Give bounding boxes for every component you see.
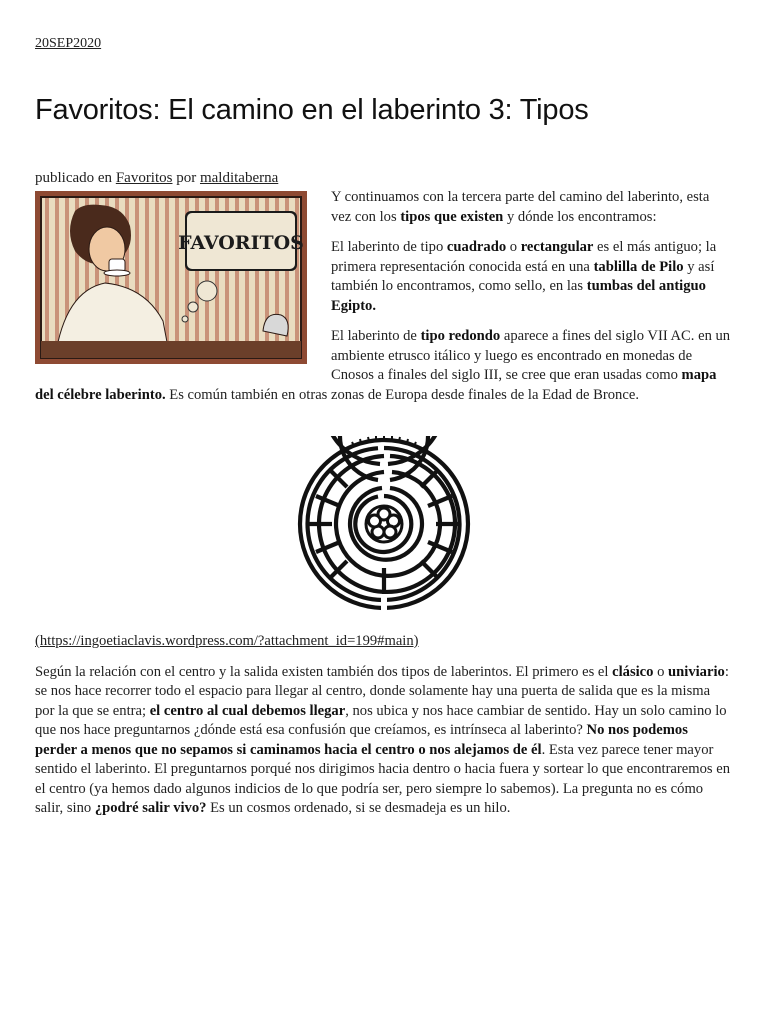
paragraph-4: Según la relación con el centro y la salida existen también dos tipos de laberintos. El primero es el clásico o univiario: se nos hace recorrer todo el espacio para llegar al centro, donde solamente hay una puerta de salida que es la misma por la que se entra; el centro al cual debemos llegar, nos ubica y nos hace cambiar de sentido. Hay un solo camino lo que nos hace preguntarnos ¿dónde está esa confusión que creíamos, es intrínseca al laberinto? No nos podemos perder a menos que no sepamos si caminamos hacia el centro o nos alejamos de él. Esta vez parece tener mayor sentido el laberinto. El preguntarnos porqué nos dirigimos hacia dentro o hacia fuera y sortear lo que encontraremos en el centro (ya hemos dado algunos indicios de lo que podría ser, pero siempre lo sabemos). La pregunta no es cómo salir, sino ¿podré salir vivo? Es un cosmos ordenado, si se desmadeja es un hilo.	[35, 663, 730, 816]
paragraph-2: El laberinto de tipo cuadrado o rectangular es el más antiguo; la primera representación conocida está en una tablilla de Pilo y así también lo encontramos, como sello, en las tumbas del antiguo Egipto.	[331, 239, 717, 314]
post-date[interactable]: 20SEP2020	[35, 36, 102, 51]
by-label: por	[176, 170, 197, 186]
author-link[interactable]: malditaberna	[199, 170, 279, 186]
source-link[interactable]: (https://ingoetiaclavis.wordpress.com/?attachment_id=199#main)	[35, 633, 419, 649]
source-paragraph	[35, 632, 733, 652]
featured-image	[35, 191, 307, 364]
category-link[interactable]: Favoritos	[115, 170, 173, 186]
published-in-label: publicado en	[35, 170, 113, 186]
favoritos-illustration	[35, 191, 307, 364]
paragraph-1: Y continuamos con la tercera parte del camino del laberinto, esta vez con los tipos que existen y dónde los encontramos:	[331, 189, 710, 225]
labyrinth-icon	[296, 436, 472, 612]
paragraph-3: El laberinto de tipo redondo aparece a fines del siglo VII AC. en un ambiente etrusco itálico y luego es encontrado en monedas de Cnosos a finales del siglo III, se cree que eran usadas como mapa del célebre laberinto. Es común también en otras zonas de Europa desde finales de la Edad de Bronce.	[35, 328, 731, 403]
post-title: Favoritos: El camino en el laberinto 3: Tipos	[35, 94, 589, 126]
post-content	[35, 188, 733, 830]
banner-text: FAVORITOS	[178, 232, 304, 254]
byline	[35, 170, 278, 187]
labyrinth-image	[35, 416, 733, 632]
